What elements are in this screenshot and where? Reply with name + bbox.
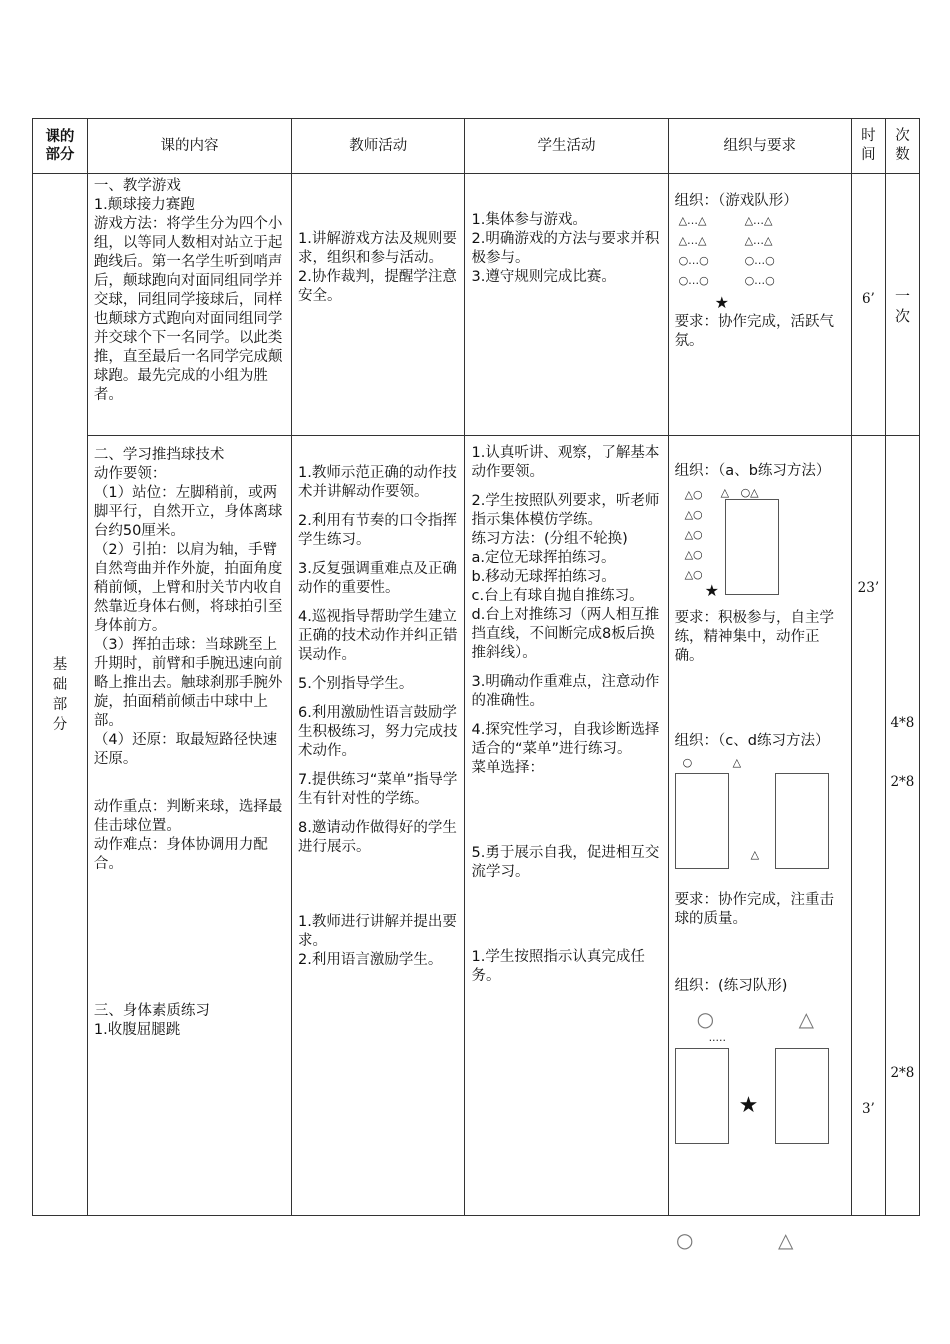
triangle-icon: △ (720, 486, 730, 499)
triangle-circle-icon: △○ (684, 568, 703, 581)
practice-item: c.台上有球自抛自推练习。 (471, 588, 644, 604)
circle-triangle-icon: ○△ (740, 486, 759, 499)
student-item: 1.学生按照指示认真完成任务。 (471, 949, 645, 984)
teacher-item: 7.提供练习“菜单”指导学生有针对性的学练。 (298, 772, 458, 807)
circle-icon: ○ (682, 756, 693, 769)
formation-row: △…△ (678, 214, 707, 227)
student-item: 2.学生按照队列要求，听老师指示集体模仿学练。 (471, 493, 660, 528)
triangle-icon: △ (778, 1228, 794, 1252)
time-value: 23’ (857, 580, 880, 596)
teacher-technique (292, 436, 465, 1216)
difficult-point: 动作难点：身体协调用力配合。 (93, 837, 268, 872)
fitness-formation (675, 996, 845, 1148)
triangle-icon: △ (798, 1007, 814, 1031)
count-value: 4*8 (890, 715, 915, 731)
triangle-circle-icon: △○ (684, 508, 703, 521)
circle-icon: ○ (696, 1007, 715, 1031)
formation-row: △…△ (744, 214, 773, 227)
time-game (851, 174, 885, 436)
content-game-title: 一、教学游戏 (93, 178, 181, 194)
org-technique (668, 436, 851, 1216)
teacher-item: 4.巡视指导帮助学生建立正确的技术动作并纠正错误动作。 (298, 609, 458, 663)
org-title: 组织：（c、d练习方法） (674, 733, 830, 749)
org-game (668, 174, 851, 436)
circle-icon: ○ (676, 1228, 694, 1252)
org-requirement: 要求：协作完成，活跃气氛。 (674, 314, 835, 349)
time-value: 3’ (861, 1101, 875, 1117)
triangle-icon: △ (750, 848, 760, 861)
technique-step: （3）挥拍击球：当球跳至上升期时，前臂和手腕迅速向前略上推出去。触球刹那手腕外旋，拍面稍前倾击中球中上部。 (93, 637, 283, 729)
game-formation (675, 211, 845, 313)
header-time: 时 间 (851, 119, 885, 174)
technique-step: （1）站位：左脚稍前，或两脚平行，自然开立，身体离球台约50厘米。 (93, 485, 283, 539)
table-rect (775, 773, 829, 869)
lesson-plan-table (32, 118, 920, 1216)
teacher-item: 1.教师示范正确的动作技术并讲解动作要领。 (298, 465, 457, 500)
table-header-row (33, 119, 920, 174)
header-teacher: 教师活动 (292, 119, 465, 174)
formation-row: ○…○ (744, 254, 775, 267)
technique-step: （4）还原：取最短路径快速还原。 (93, 732, 278, 767)
dots: ..... (708, 1031, 727, 1044)
student-item: 2.明确游戏的方法与要求并积极参与。 (471, 231, 660, 266)
content-technique (87, 436, 291, 1216)
ab-formation (675, 481, 845, 609)
content-fitness-title: 三、身体素质练习 (93, 1003, 210, 1019)
part-label-basic: 基 础 部 分 (33, 174, 88, 1216)
content-fitness-item: 1.收腹屈腿跳 (93, 1022, 181, 1038)
teacher-item: 1.讲解游戏方法及规则要求，组织和参与活动。 (298, 231, 457, 266)
table-rect (675, 773, 729, 869)
count-value: 一 次 (894, 287, 910, 325)
content-game-method: 游戏方法：将学生分为四个小组，以等同人数相对站立于起跑线后。第一名学生听到哨声后，颠球跑向对面同组同学并交球，同组同学接球后，同样也颠球方式跑向对面同组同学并交球个下一名同学。以此类推，直至最后一名同学完成颠球跑。最先完成的小组为胜者。 (93, 216, 283, 403)
triangle-circle-icon: △○ (684, 548, 703, 561)
teacher-star-icon: ★ (704, 581, 719, 600)
teacher-item: 8.邀请动作做得好的学生进行展示。 (298, 820, 457, 855)
header-part: 课的 部分 (33, 119, 88, 174)
practice-item: d.台上对推练习（两人相互推挡直线，不间断完成8板后换推斜线）。 (471, 607, 660, 661)
count-technique (885, 436, 919, 1216)
student-item: 1.认真听讲、观察，了解基本动作要领。 (471, 445, 660, 480)
count-value: 2*8 (890, 1065, 915, 1081)
teacher-item: 2.利用有节奏的口令指挥学生练习。 (298, 513, 457, 548)
mat-rect (675, 1048, 729, 1144)
header-org: 组织与要求 (668, 119, 851, 174)
practice-item: a.定位无球挥拍练习。 (471, 550, 616, 566)
formation-row: ○…○ (678, 254, 709, 267)
teacher-item: 3.反复强调重难点及正确动作的重要性。 (298, 561, 457, 596)
practice-title: 练习方法：(分组不轮换) (471, 531, 628, 547)
org-requirement: 要求：积极参与，自主学练，精神集中，动作正确。 (674, 610, 835, 664)
practice-item: b.移动无球挥拍练习。 (471, 569, 616, 585)
header-student: 学生活动 (465, 119, 668, 174)
mat-rect (775, 1048, 829, 1144)
content-technique-title: 二、学习推挡球技术 (93, 447, 225, 463)
teacher-star-icon: ★ (738, 1093, 759, 1118)
formation-row: ○…○ (744, 274, 775, 287)
time-value: 6’ (861, 291, 875, 307)
count-value: 2*8 (890, 774, 915, 790)
teacher-game (292, 174, 465, 436)
org-requirement: 要求：协作完成，注重击球的质量。 (674, 892, 835, 927)
cd-formation (675, 751, 845, 891)
student-item: 3.遵守规则完成比赛。 (471, 269, 616, 285)
student-item: 4.探究性学习，自我诊断选择适合的“菜单”进行练习。 (471, 722, 660, 757)
teacher-item: 1.教师进行讲解并提出要求。 (298, 914, 457, 949)
count-game (885, 174, 919, 436)
teacher-item: 2.利用语言激励学生。 (298, 952, 443, 968)
teacher-item: 2.协作裁判，提醒学注意安全。 (298, 269, 457, 304)
table-rect (725, 499, 779, 595)
formation-row: △…△ (678, 234, 707, 247)
teacher-item: 6.利用激励性语言鼓励学生积极练习，努力完成技术动作。 (298, 705, 458, 759)
content-game-item: 1.颠球接力赛跑 (93, 197, 195, 213)
student-technique (465, 436, 668, 1216)
formation-row: △…△ (744, 234, 773, 247)
table-row-game (33, 174, 920, 436)
time-technique (851, 436, 885, 1216)
header-content: 课的内容 (87, 119, 291, 174)
org-title: 组织：（a、b练习方法） (674, 463, 831, 479)
table-row-technique (33, 436, 920, 1216)
header-count: 次 数 (885, 119, 919, 174)
student-item: 1.集体参与游戏。 (471, 212, 587, 228)
triangle-icon: △ (732, 756, 742, 769)
technique-step: （2）引拍：以肩为轴，手臂自然弯曲并作外旋，拍面角度稍前倾，上臂和肘关节内收自然靠近身体右侧，将球拍引至身体前方。 (93, 542, 283, 634)
teacher-item: 5.个别指导学生。 (298, 676, 414, 692)
teacher-star-icon: ★ (714, 293, 729, 312)
content-game (87, 174, 291, 436)
org-title: 组织：（游戏队形） (674, 193, 798, 209)
content-technique-sub: 动作要领： (93, 466, 167, 482)
student-item: 5.勇于展示自我，促进相互交流学习。 (471, 845, 660, 880)
student-game (465, 174, 668, 436)
formation-row: ○…○ (678, 274, 709, 287)
triangle-circle-icon: △○ (684, 528, 703, 541)
triangle-circle-icon: △○ (684, 488, 703, 501)
menu-choice: 菜单选择： (471, 760, 544, 776)
student-item: 3.明确动作重难点，注意动作的准确性。 (471, 674, 660, 709)
key-point: 动作重点：判断来球，选择最佳击球位置。 (93, 799, 283, 834)
org-title: 组织：(练习队形) (674, 978, 788, 994)
